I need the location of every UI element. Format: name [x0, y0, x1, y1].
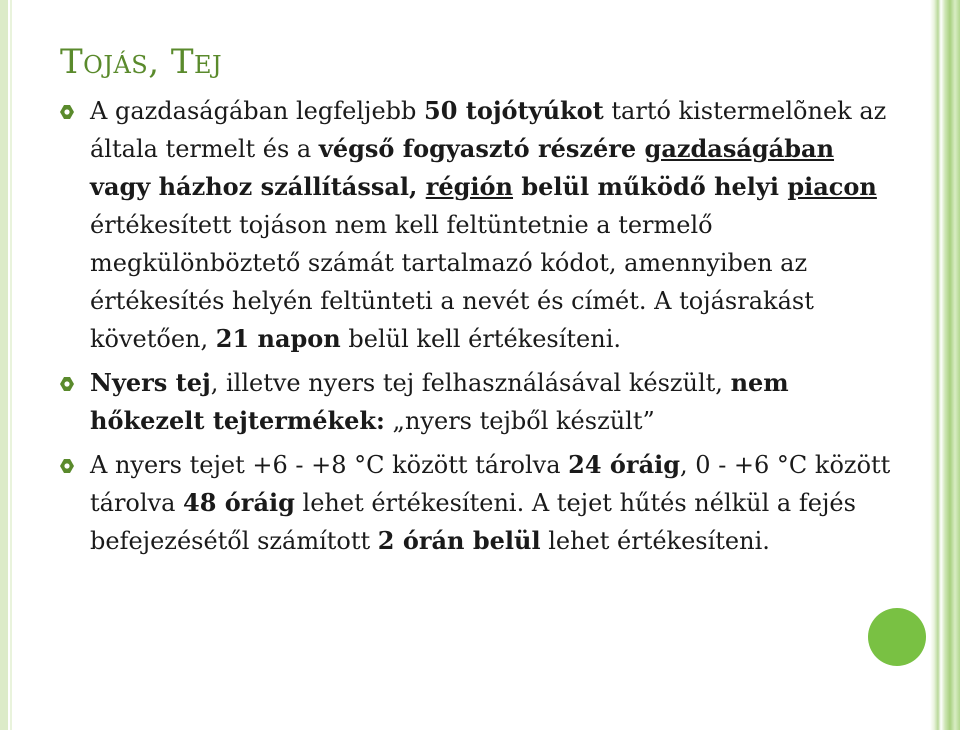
bullet-text-segment: Nyers tej [90, 368, 211, 397]
bullet-marker-icon [60, 377, 74, 391]
bullet-text-segment: 48 óráig [183, 488, 295, 517]
bullet-text-segment: nem hőkezelt tejtermékek: [90, 368, 789, 435]
bullet-text-segment: A nyers tejet +6 - +8 °C között tárolva [90, 451, 569, 479]
bullet-text-segment: belül kell értékesíteni. [340, 325, 621, 353]
bullet-text-segment: tartó kistermelõnek az általa termelt és a [90, 97, 887, 163]
slide-title: Tojás, Tej [60, 42, 223, 82]
left-border-rule [0, 0, 8, 730]
bullet-text-segment: „nyers tejből készült” [384, 407, 655, 435]
bullet-text-segment: lehet értékesíteni. A tejet hűtés nélkül a fejés befejezésétől számított [90, 489, 856, 555]
bullet-item [60, 364, 900, 440]
bullet-marker-icon [60, 459, 74, 473]
bullet-text-segment: piacon [787, 172, 877, 201]
bullet-text-segment: , 0 - +6 °C között tárolva [90, 451, 891, 517]
bullet-text-segment: belül működő helyi [513, 172, 788, 201]
bullet-item [60, 92, 900, 358]
bullet-text-segment: A gazdaságában legfeljebb [90, 97, 425, 125]
slide-body [60, 92, 900, 566]
bullet-marker-icon [60, 105, 74, 119]
bullet-text-segment: vagy házhoz szállítással, [90, 172, 426, 201]
decorative-green-circle [868, 608, 926, 666]
bullet-item [60, 446, 900, 560]
right-decorative-stripes [930, 0, 960, 730]
bullet-text-segment: 21 napon [215, 324, 341, 353]
bullet-text-segment: , illetve nyers tej felhasználásával készült, [210, 369, 731, 397]
bullet-text-segment: 2 órán belül [377, 526, 541, 555]
bullet-text-segment: 24 óráig [568, 450, 681, 479]
bullet-text-segment: gazdaságában [644, 134, 835, 163]
bullet-text-segment: lehet értékesíteni. [540, 527, 770, 555]
bullet-text-segment: régión [425, 172, 514, 201]
left-border-inner-rule [10, 0, 12, 730]
bullet-text-segment: 50 tojótyúkot [424, 96, 604, 125]
bullet-text-segment: értékesített tojáson nem kell feltüntetnie a termelő megkülönböztető számát tartalmazó kódot, amennyiben az értékesítés helyén feltünteti a nevét és címét. A tojásrakást követően, [90, 211, 814, 353]
bullet-text-segment: végső fogyasztó részére [318, 134, 645, 163]
